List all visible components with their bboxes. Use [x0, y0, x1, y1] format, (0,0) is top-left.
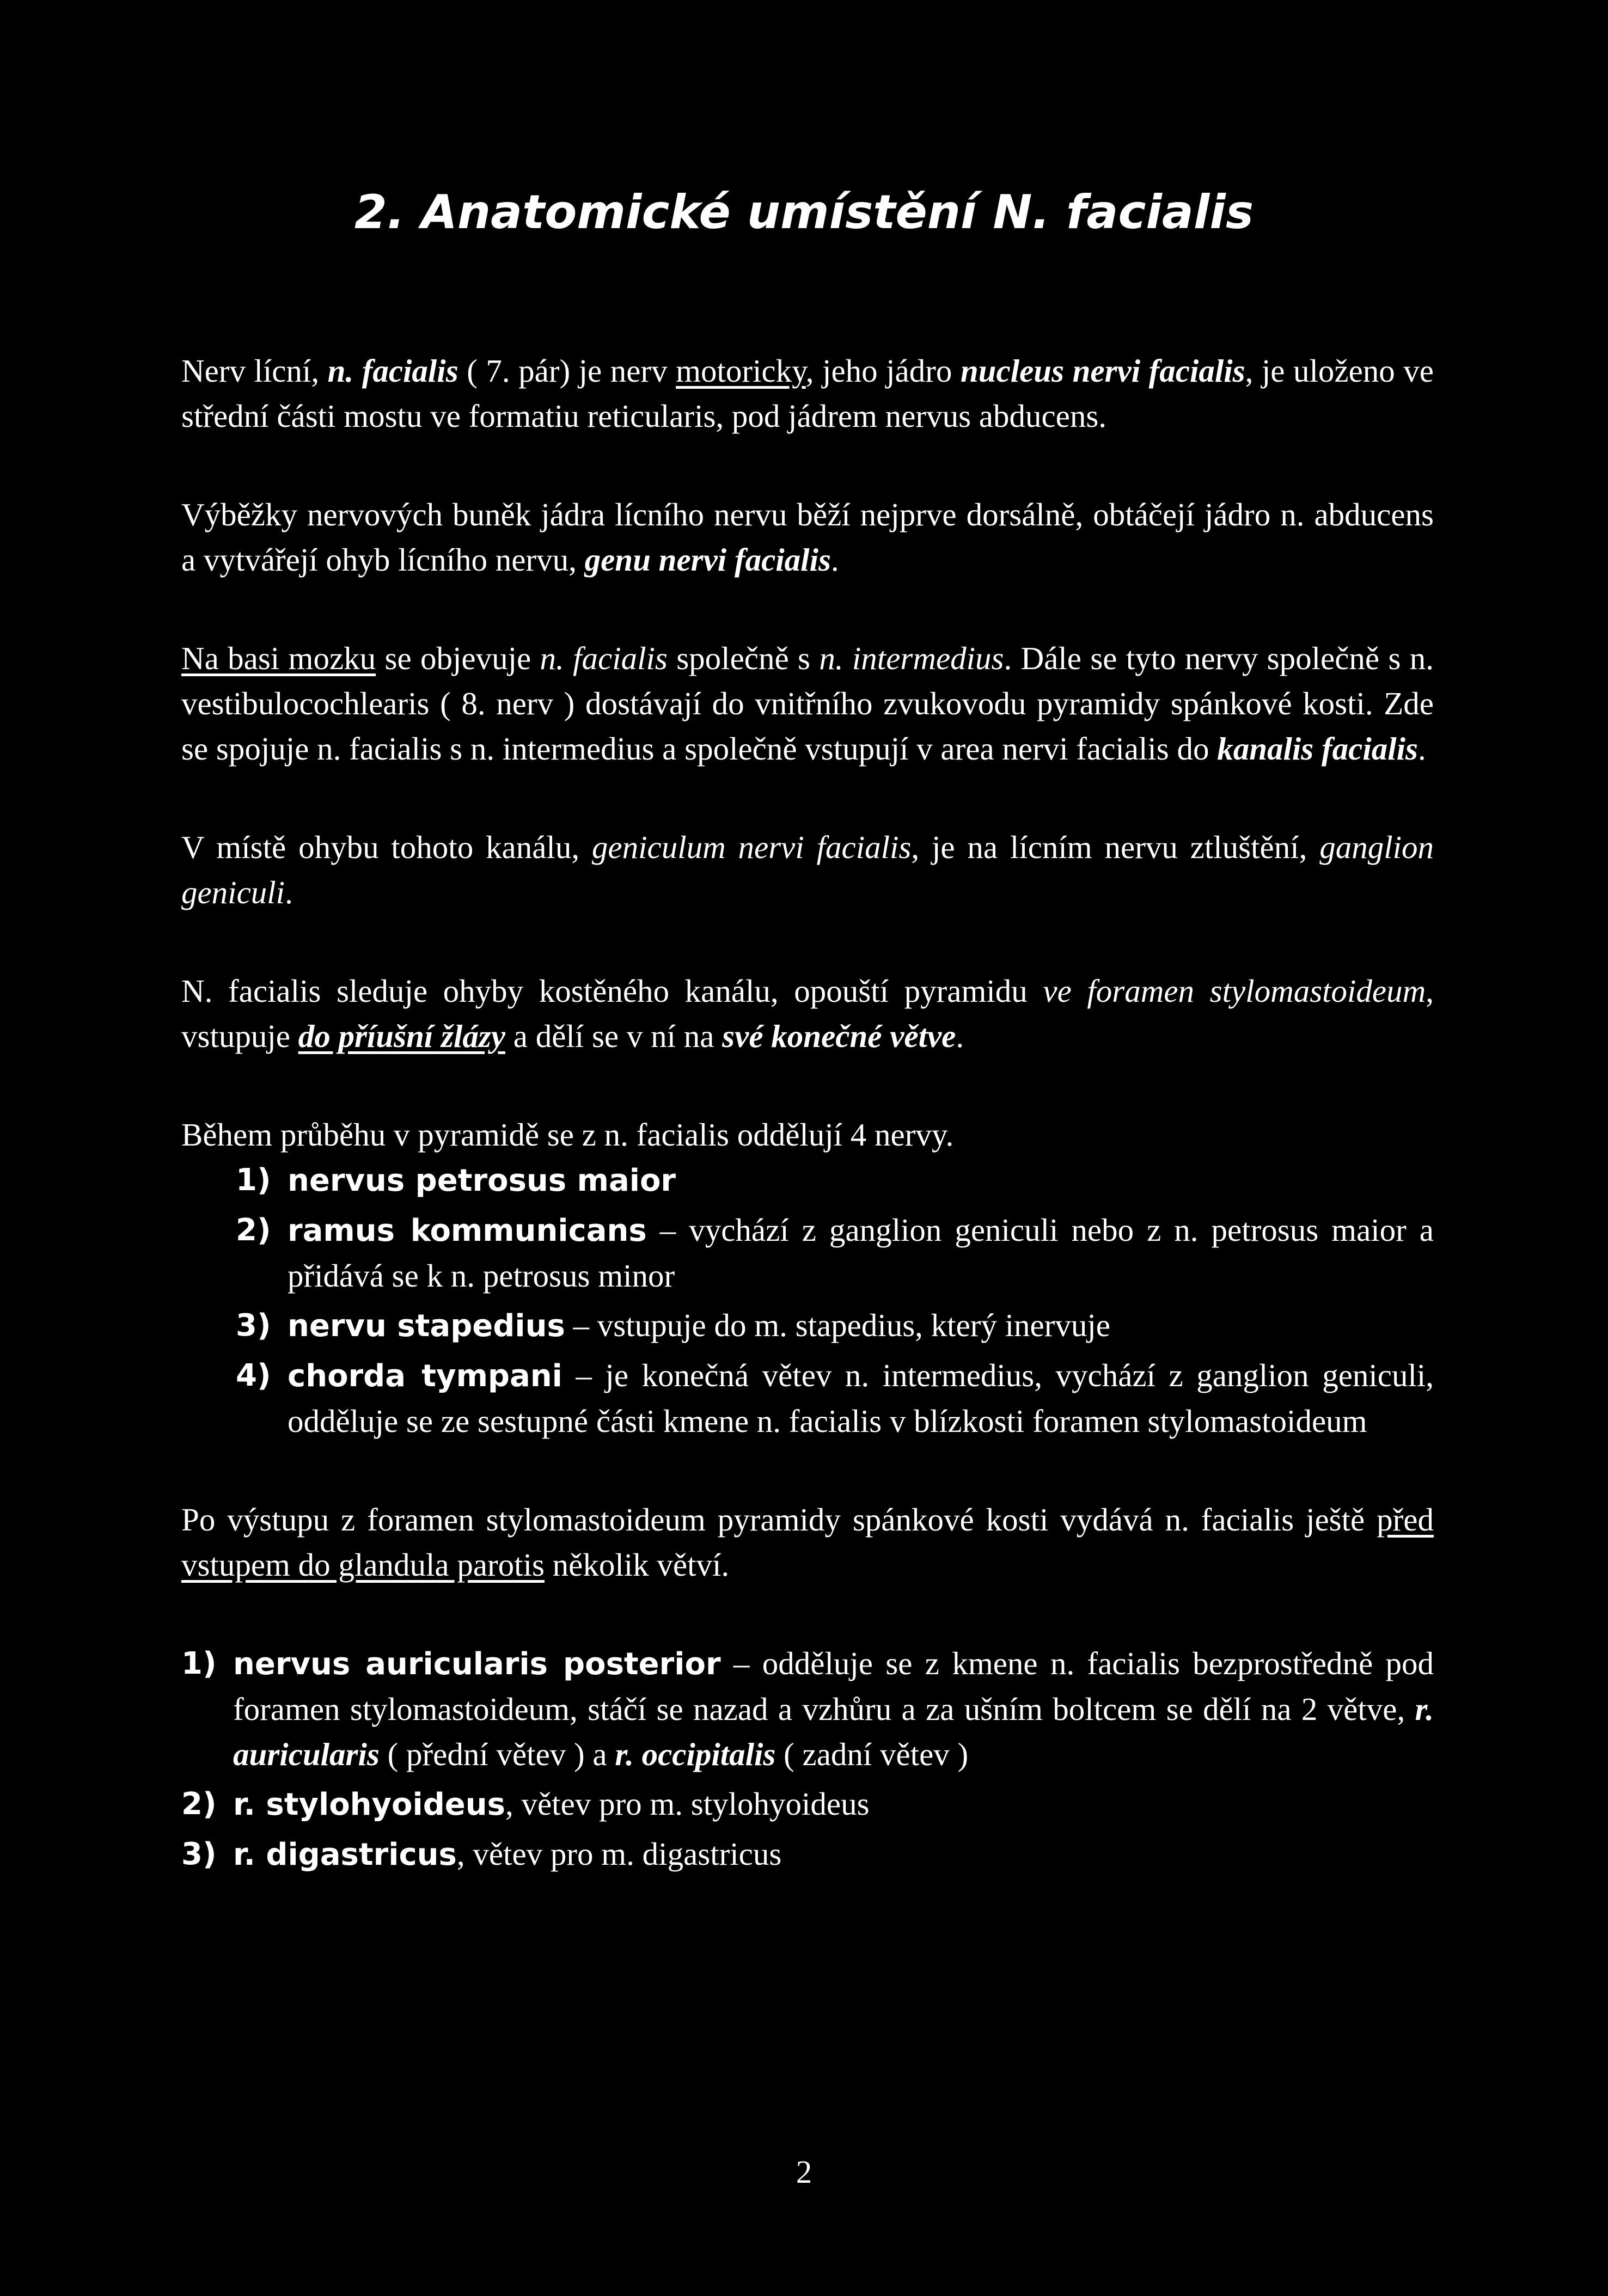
term-priusni-zlazy: do příušní žlázy	[298, 1018, 506, 1054]
list-item: 3) r. digastricus, větev pro m. digastricus	[181, 1836, 782, 1872]
paragraph-pyramida: Během průběhu v pyramidě se z n. facialis oddělují 4 nervy.	[181, 1117, 954, 1153]
paragraph-vystup: Po výstupu z foramen stylomastoideum pyramidy spánkové kosti vydává n. facialis ještě před vstupem do glandula parotis několik větví.	[181, 1502, 1434, 1583]
underlined-na-basi-mozku: Na basi mozku	[181, 640, 376, 676]
list-item: 2) ramus kommunicans – vychází z ganglion geniculi nebo z n. petrosus maior a přidává se k n. petrosus minor	[236, 1212, 1434, 1294]
term-genu-nervi-facialis: genu nervi facialis	[584, 542, 831, 578]
list-item: 1) nervus auricularis posterior – odděluje se z kmene n. facialis bezprostředně pod foramen stylomastoideum, stáčí se nazad a vzhůru a za ušním boltcem se dělí na 2 větve, r. auricularis ( přední větev ) a r. occipitalis ( zadní větev )	[181, 1645, 1434, 1772]
document-body	[181, 348, 1434, 1931]
underlined-glandula-parotis: před vstupem do glandula parotis	[181, 1502, 1434, 1583]
list-pyramid-branches	[236, 1158, 1434, 1444]
paragraph-foramen: N. facialis sleduje ohyby kostěného kanálu, opouští pyramidu ve foramen stylomastoideum, vstupuje do příušní žlázy a dělí se v ní na své konečné větve.	[181, 973, 1434, 1054]
list-item: 1) nervus petrosus maior	[236, 1162, 676, 1198]
list-item: 3) nervu stapedius – vstupuje do m. stapedius, který inervuje	[236, 1307, 1110, 1344]
term-ganglion-geniculi: ganglion geniculi	[181, 829, 1434, 910]
paragraph-intro: Nerv lícní, n. facialis ( 7. pár) je nerv motoricky, jeho jádro nucleus nervi facialis, je uloženo ve střední části mostu ve formatiu reticularis, pod jádrem nervus abducens.	[181, 353, 1434, 434]
term-geniculum: geniculum nervi facialis	[591, 829, 912, 865]
underlined-motoricky: motoricky	[676, 353, 806, 389]
paragraph-basi-mozku: Na basi mozku se objevuje n. facialis společně s n. intermedius. Dále se tyto nervy společně s n. vestibulocochlearis ( 8. nerv ) dostávají do vnitřního zvukovodu pyramidy spánkové kosti. Zde se spojuje n. facialis s n. intermedius a společně vstupují v area nervi facialis do kanalis facialis.	[181, 640, 1434, 767]
term-nucleus-nervi-facialis: nucleus nervi facialis	[960, 353, 1245, 389]
page-number: 2	[796, 2154, 812, 2190]
term-n-facialis: n. facialis	[327, 353, 458, 389]
paragraph-geniculum: V místě ohybu tohoto kanálu, geniculum nervi facialis, je na lícním nervu ztluštění, ganglion geniculi.	[181, 829, 1434, 910]
list-item: 2) r. stylohyoideus, větev pro m. stylohyoideus	[181, 1786, 870, 1822]
paragraph-genu: Výběžky nervových buněk jádra lícního nervu běží nejprve dorsálně, obtáčejí jádro n. abducens a vytvářejí ohyb lícního nervu, genu nervi facialis.	[181, 497, 1434, 578]
list-item: 4) chorda tympani – je konečná větev n. intermedius, vychází z ganglion geniculi, odděluje se ze sestupné části kmene n. facialis v blízkosti foramen stylomastoideum	[236, 1357, 1434, 1439]
list-extracranial-branches	[181, 1641, 1434, 1877]
term-konecne-vetve: své konečné větve	[722, 1018, 956, 1054]
page-title: 2. Anatomické umístění N. facialis	[354, 185, 1254, 240]
term-kanalis-facialis: kanalis facialis	[1217, 731, 1418, 767]
